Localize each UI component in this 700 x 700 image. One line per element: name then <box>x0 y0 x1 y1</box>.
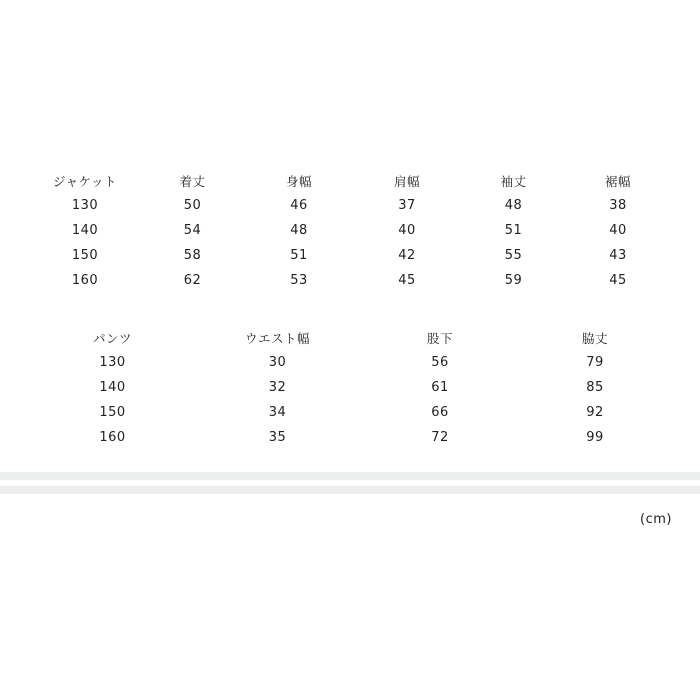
jacket-cell-hem-width: 43 <box>609 248 627 263</box>
table-row <box>30 268 670 293</box>
jacket-cell-length: 58 <box>183 248 202 263</box>
pants-header-waist-width: ウエスト幅 <box>244 330 310 346</box>
table-row <box>30 425 670 450</box>
pants-cell-outseam: 99 <box>586 430 604 445</box>
pants-cell-size: 160 <box>99 430 126 445</box>
divider-band-bottom <box>0 486 700 494</box>
pants-table-header-row <box>30 325 670 350</box>
jacket-table-header-row <box>30 168 670 193</box>
jacket-cell-shoulder-width: 37 <box>398 198 416 213</box>
pants-cell-inseam: 56 <box>431 355 449 370</box>
table-row <box>30 400 670 425</box>
jacket-cell-body-width: 51 <box>290 248 308 263</box>
jacket-cell-hem-width: 45 <box>609 273 627 288</box>
jacket-cell-hem-width: 38 <box>609 198 627 213</box>
jacket-cell-body-width: 53 <box>290 273 308 288</box>
pants-cell-outseam: 79 <box>586 355 604 370</box>
jacket-cell-sleeve-length: 59 <box>504 273 523 288</box>
divider-band-top <box>0 472 700 480</box>
jacket-cell-body-width: 48 <box>290 223 308 238</box>
table-row <box>30 218 670 243</box>
jacket-cell-length: 62 <box>183 273 202 288</box>
jacket-cell-size: 130 <box>71 198 99 213</box>
jacket-cell-body-width: 46 <box>290 198 308 213</box>
jacket-header-category: ジャケット <box>52 173 118 189</box>
jacket-header-body-width: 身幅 <box>285 173 312 189</box>
pants-header-category: パンツ <box>92 330 132 346</box>
pants-cell-size: 150 <box>99 405 126 420</box>
pants-cell-waist-width: 30 <box>268 355 287 370</box>
jacket-cell-size: 160 <box>71 273 99 288</box>
jacket-header-sleeve-length: 袖丈 <box>500 173 527 189</box>
jacket-size-table <box>30 168 670 293</box>
jacket-cell-sleeve-length: 55 <box>504 248 523 263</box>
pants-cell-waist-width: 35 <box>268 430 287 445</box>
jacket-cell-length: 54 <box>183 223 202 238</box>
pants-cell-inseam: 61 <box>431 380 449 395</box>
pants-cell-waist-width: 34 <box>268 405 287 420</box>
unit-note: (cm) <box>640 512 672 527</box>
pants-cell-inseam: 66 <box>431 405 449 420</box>
jacket-cell-sleeve-length: 48 <box>504 198 523 213</box>
pants-cell-size: 130 <box>99 355 126 370</box>
table-row <box>30 375 670 400</box>
jacket-cell-shoulder-width: 42 <box>398 248 416 263</box>
jacket-header-shoulder-width: 肩幅 <box>393 173 420 189</box>
table-row <box>30 193 670 218</box>
jacket-cell-length: 50 <box>183 198 202 213</box>
pants-cell-outseam: 92 <box>586 405 604 420</box>
jacket-cell-size: 150 <box>71 248 99 263</box>
pants-cell-waist-width: 32 <box>268 380 287 395</box>
jacket-cell-shoulder-width: 40 <box>398 223 416 238</box>
jacket-header-length: 着丈 <box>179 173 206 189</box>
jacket-cell-sleeve-length: 51 <box>504 223 523 238</box>
pants-cell-outseam: 85 <box>586 380 604 395</box>
pants-header-outseam: 脇丈 <box>581 330 608 346</box>
jacket-header-hem-width: 裾幅 <box>604 173 631 189</box>
pants-size-table <box>30 325 670 450</box>
jacket-cell-hem-width: 40 <box>609 223 627 238</box>
jacket-cell-shoulder-width: 45 <box>398 273 416 288</box>
table-row <box>30 243 670 268</box>
pants-cell-size: 140 <box>99 380 126 395</box>
pants-header-inseam: 股下 <box>426 330 453 346</box>
pants-cell-inseam: 72 <box>431 430 449 445</box>
jacket-cell-size: 140 <box>71 223 99 238</box>
table-row <box>30 350 670 375</box>
